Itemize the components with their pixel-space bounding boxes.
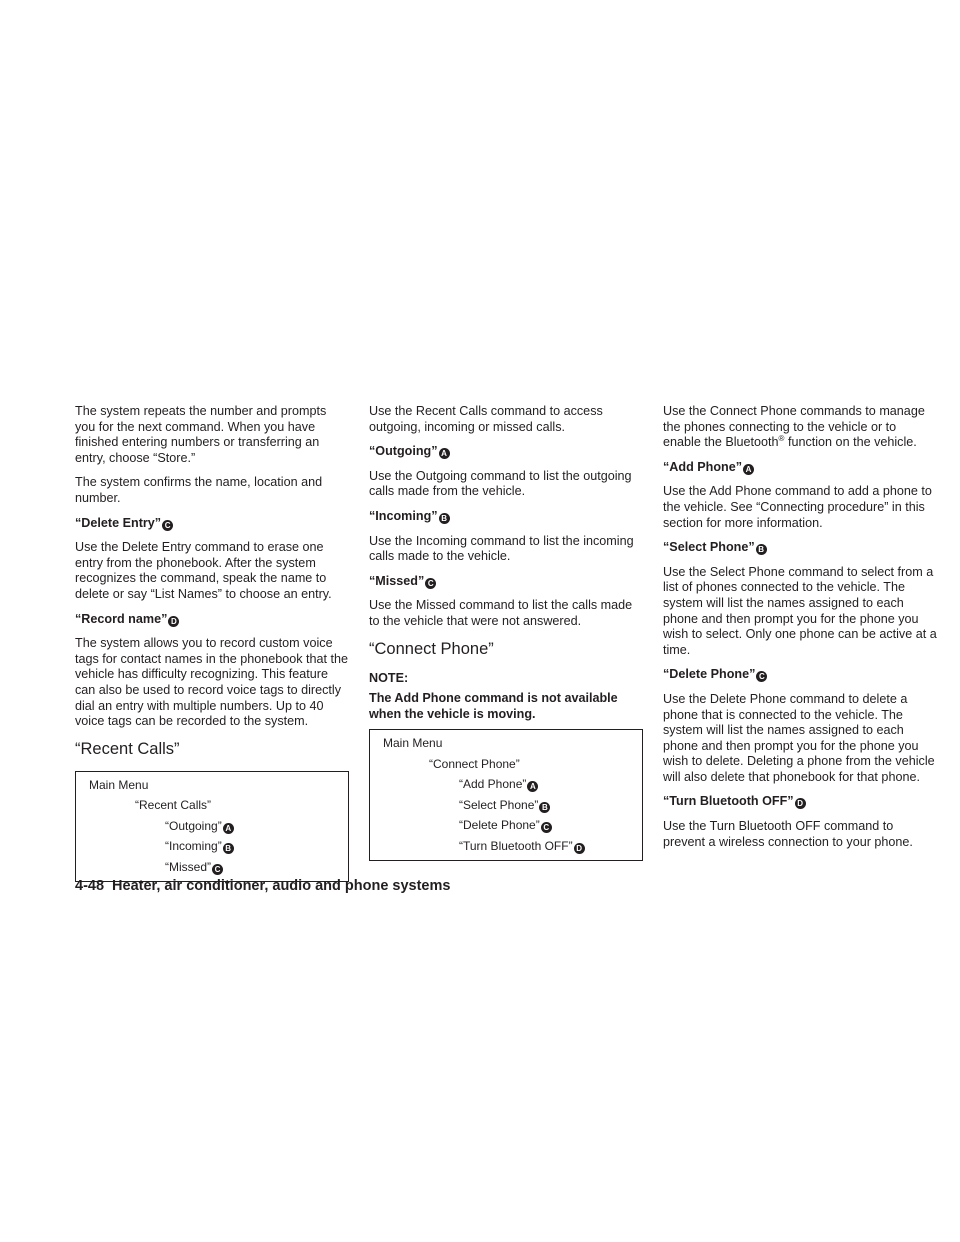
subheading-turn-bluetooth-off: “Turn Bluetooth OFF” D	[663, 794, 937, 810]
paragraph: Use the Select Phone command to select from a list of phones connected to the vehicle. The system will list the names assigned to each phone and then prompt you for the phone you wish to select. Only one phone can be active at a time.	[663, 564, 937, 657]
badge-a-icon: A	[439, 448, 450, 459]
badge-b-icon: B	[439, 513, 450, 524]
paragraph: The system repeats the number and prompts you for the next command. When you have finished entering numbers or transferring an entry, choose “Store.”	[75, 404, 327, 465]
subheading-missed: “Missed” C	[369, 574, 643, 590]
paragraph: Use the Delete Entry command to erase one entry from the phonebook. After the system recognizes the command, speak the name to delete or say “List Names” to choose an entry.	[75, 540, 332, 601]
page-footer	[75, 878, 450, 894]
paragraph: Use the Recent Calls command to access outgoing, incoming or missed calls.	[369, 404, 603, 434]
section-heading-recent-calls: “Recent Calls”	[75, 739, 180, 758]
badge-a-icon: A	[223, 823, 234, 834]
subheading-outgoing: “Outgoing” A	[369, 444, 643, 460]
menu-item-missed: “Missed” C	[89, 857, 348, 878]
paragraph: Use the Connect Phone commands to manage the phones connecting to the vehicle or to enable the Bluetooth® function on the vehicle.	[663, 404, 925, 450]
badge-c-icon: C	[756, 671, 767, 682]
paragraph: Use the Incoming command to list the incoming calls made to the vehicle.	[369, 533, 634, 564]
menu-tree-connect-phone	[369, 729, 643, 861]
subheading-record-name: “Record name” D	[75, 612, 349, 628]
paragraph: Use the Outgoing command to list the outgoing calls made from the vehicle.	[369, 468, 632, 499]
badge-d-icon: D	[574, 843, 585, 854]
subheading-select-phone: “Select Phone” B	[663, 540, 937, 556]
subheading-add-phone: “Add Phone” A	[663, 460, 937, 476]
badge-b-icon: B	[223, 843, 234, 854]
menu-tree-recent-calls	[75, 771, 349, 883]
badge-b-icon: B	[756, 544, 767, 555]
badge-a-icon: A	[527, 781, 538, 792]
subheading-delete-phone: “Delete Phone” C	[663, 667, 937, 683]
menu-item-add-phone: “Add Phone” A	[383, 774, 642, 795]
menu-item-delete-phone: “Delete Phone” C	[383, 815, 642, 836]
paragraph: Use the Delete Phone command to delete a phone that is connected to the vehicle. The system will list the names assigned to each phone and then prompt you for the phone you wish to delete. Deleting a phone from the vehicle will also delete that phonebook for that phone.	[663, 691, 935, 784]
menu-sub: “Recent Calls”	[135, 798, 212, 813]
column-2	[369, 404, 643, 861]
paragraph: Use the Turn Bluetooth OFF command to prevent a wireless connection to your phone.	[663, 819, 913, 849]
badge-c-icon: C	[212, 864, 223, 875]
menu-sub: “Connect Phone”	[429, 756, 520, 771]
paragraph: The system allows you to record custom voice tags for contact names in the phonebook that the vehicle has difficulty recognizing. This feature can also be used to record voice tags to directly dial an entry with multiple numbers. Up to 40 voice tags can be recorded to the system.	[75, 636, 349, 729]
menu-item-outgoing: “Outgoing” A	[89, 816, 348, 837]
badge-d-icon: D	[795, 798, 806, 809]
note-text: The Add Phone command is not available when the vehicle is moving.	[369, 691, 618, 721]
badge-b-icon: B	[539, 802, 550, 813]
paragraph: Use the Missed command to list the calls made to the vehicle that were not answered.	[369, 598, 633, 628]
menu-item-incoming: “Incoming” B	[89, 836, 348, 857]
badge-c-icon: C	[541, 822, 552, 833]
menu-main: Main Menu	[89, 777, 149, 792]
menu-item-select-phone: “Select Phone” B	[383, 795, 642, 816]
paragraph: Use the Add Phone command to add a phone to the vehicle. See “Connecting procedure” in this section for more information.	[663, 484, 932, 530]
page-number: 4-48	[75, 878, 105, 894]
subheading-delete-entry: “Delete Entry” C	[75, 516, 349, 532]
note-label: NOTE:	[369, 670, 409, 685]
menu-item-turn-bluetooth-off: “Turn Bluetooth OFF” D	[383, 836, 642, 857]
badge-c-icon: C	[162, 520, 173, 531]
badge-a-icon: A	[743, 464, 754, 475]
subheading-incoming: “Incoming” B	[369, 509, 643, 525]
badge-c-icon: C	[425, 578, 436, 589]
section-heading-connect-phone: “Connect Phone”	[369, 639, 494, 658]
column-1	[75, 404, 349, 882]
chapter-title: Heater, air conditioner, audio and phone systems	[112, 878, 451, 894]
registered-mark: ®	[778, 434, 785, 443]
column-3	[663, 404, 937, 859]
menu-main: Main Menu	[383, 736, 443, 751]
paragraph: The system confirms the name, location and number.	[75, 475, 323, 505]
badge-d-icon: D	[168, 616, 179, 627]
